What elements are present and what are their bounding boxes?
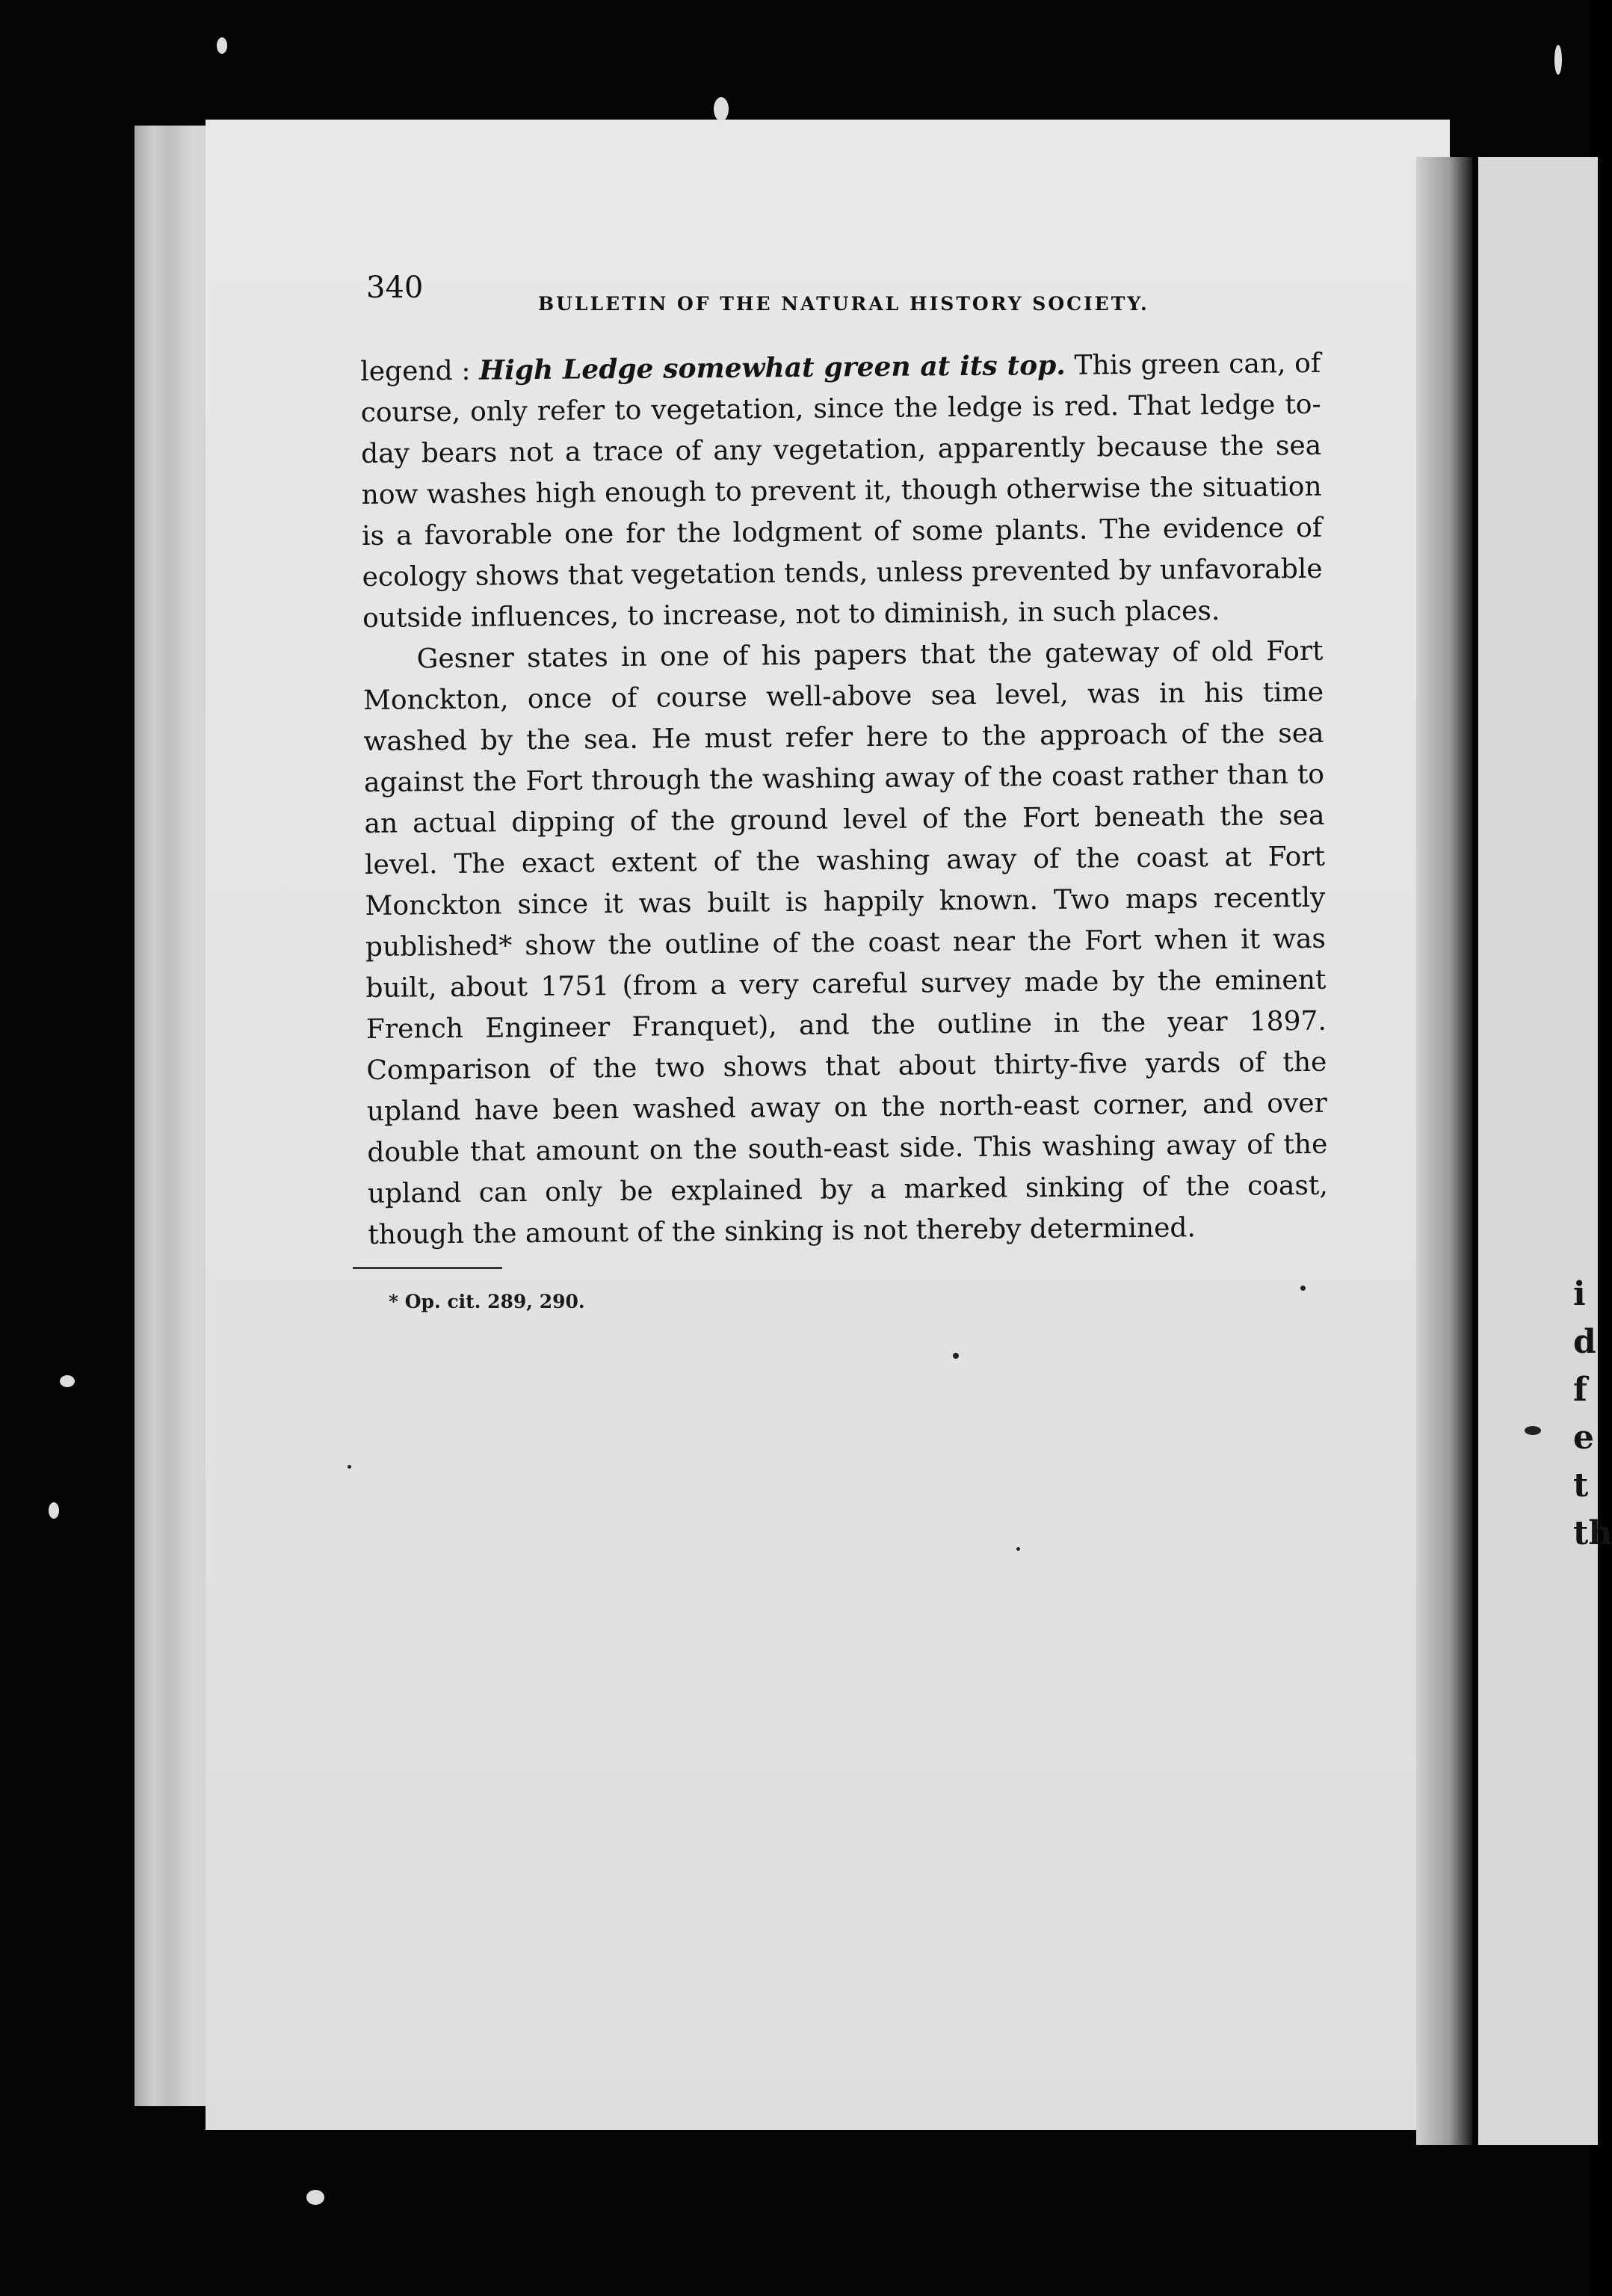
facing-letter: t	[1573, 1466, 1589, 1505]
scan-speck	[1016, 1547, 1020, 1551]
scan-speck	[217, 37, 227, 54]
book-gutter	[1416, 157, 1472, 2145]
scan-speck	[60, 1375, 75, 1387]
paragraph-1	[360, 343, 1323, 639]
facing-letter: f	[1573, 1371, 1587, 1409]
scan-speck	[714, 97, 729, 121]
body-text	[360, 343, 1329, 1256]
scan-speck	[306, 2190, 324, 2205]
footnote: * Op. cit. 289, 290.	[389, 1291, 585, 1312]
facing-page-letters	[1573, 1271, 1612, 1558]
scan-speck	[1525, 1426, 1541, 1435]
scan-speck	[953, 1353, 959, 1359]
facing-page	[1478, 157, 1598, 2145]
facing-letter: th	[1573, 1514, 1612, 1552]
facing-letter: i	[1573, 1275, 1586, 1313]
scan-speck	[348, 1465, 351, 1469]
italic-quote: High Ledge somewhat green at its top.	[478, 349, 1066, 386]
paragraph-1-lead: legend :	[360, 355, 480, 387]
facing-letter: e	[1573, 1419, 1594, 1457]
page-number: 340	[366, 271, 424, 305]
facing-letter: d	[1573, 1323, 1596, 1361]
scan-speck	[1300, 1286, 1306, 1291]
footnote-divider	[353, 1267, 502, 1269]
paragraph-1-text: This green can, of course, only refer to vegetation, since the ledge is red. That ledge to-day bears not a trace of any vegetation, apparently because the sea now washes high enough to prevent it, though otherwise the situation is a favorable one for the lodgment of some plants. The evidence of ecology shows that vegetation tends, unless prevented by unfavorable outside influences, to increase, not to diminish, in such places.	[360, 348, 1323, 634]
scan-speck	[1554, 45, 1562, 75]
running-title: BULLETIN OF THE NATURAL HISTORY SOCIETY.	[538, 293, 1149, 315]
scan-speck	[49, 1502, 59, 1519]
paragraph-2: Gesner states in one of his papers that the gateway of old Fort Monckton, once of course well-above sea level, was in his time washed by the sea. He must refer here to the approach of the sea against the Fort through the washing away of the coast rather than to an actual dipping of the ground level of the Fort beneath the sea level. The exact extent of the washing away of the coast at Fort Monckton since it was built is happily known. Two maps recently published* show the outline of the coast near the Fort when it was built, about 1751 (from a very careful survey made by the eminent French Engineer Franquet), and the outline in the year 1897. Comparison of the two shows that about thirty-five yards of the upland have been washed away on the north-east corner, and over double that amount on the south-east side. This washing away of the upland can only be explained by a marked sinking of the coast, though the amount of the sinking is not thereby determined.	[362, 635, 1328, 1250]
